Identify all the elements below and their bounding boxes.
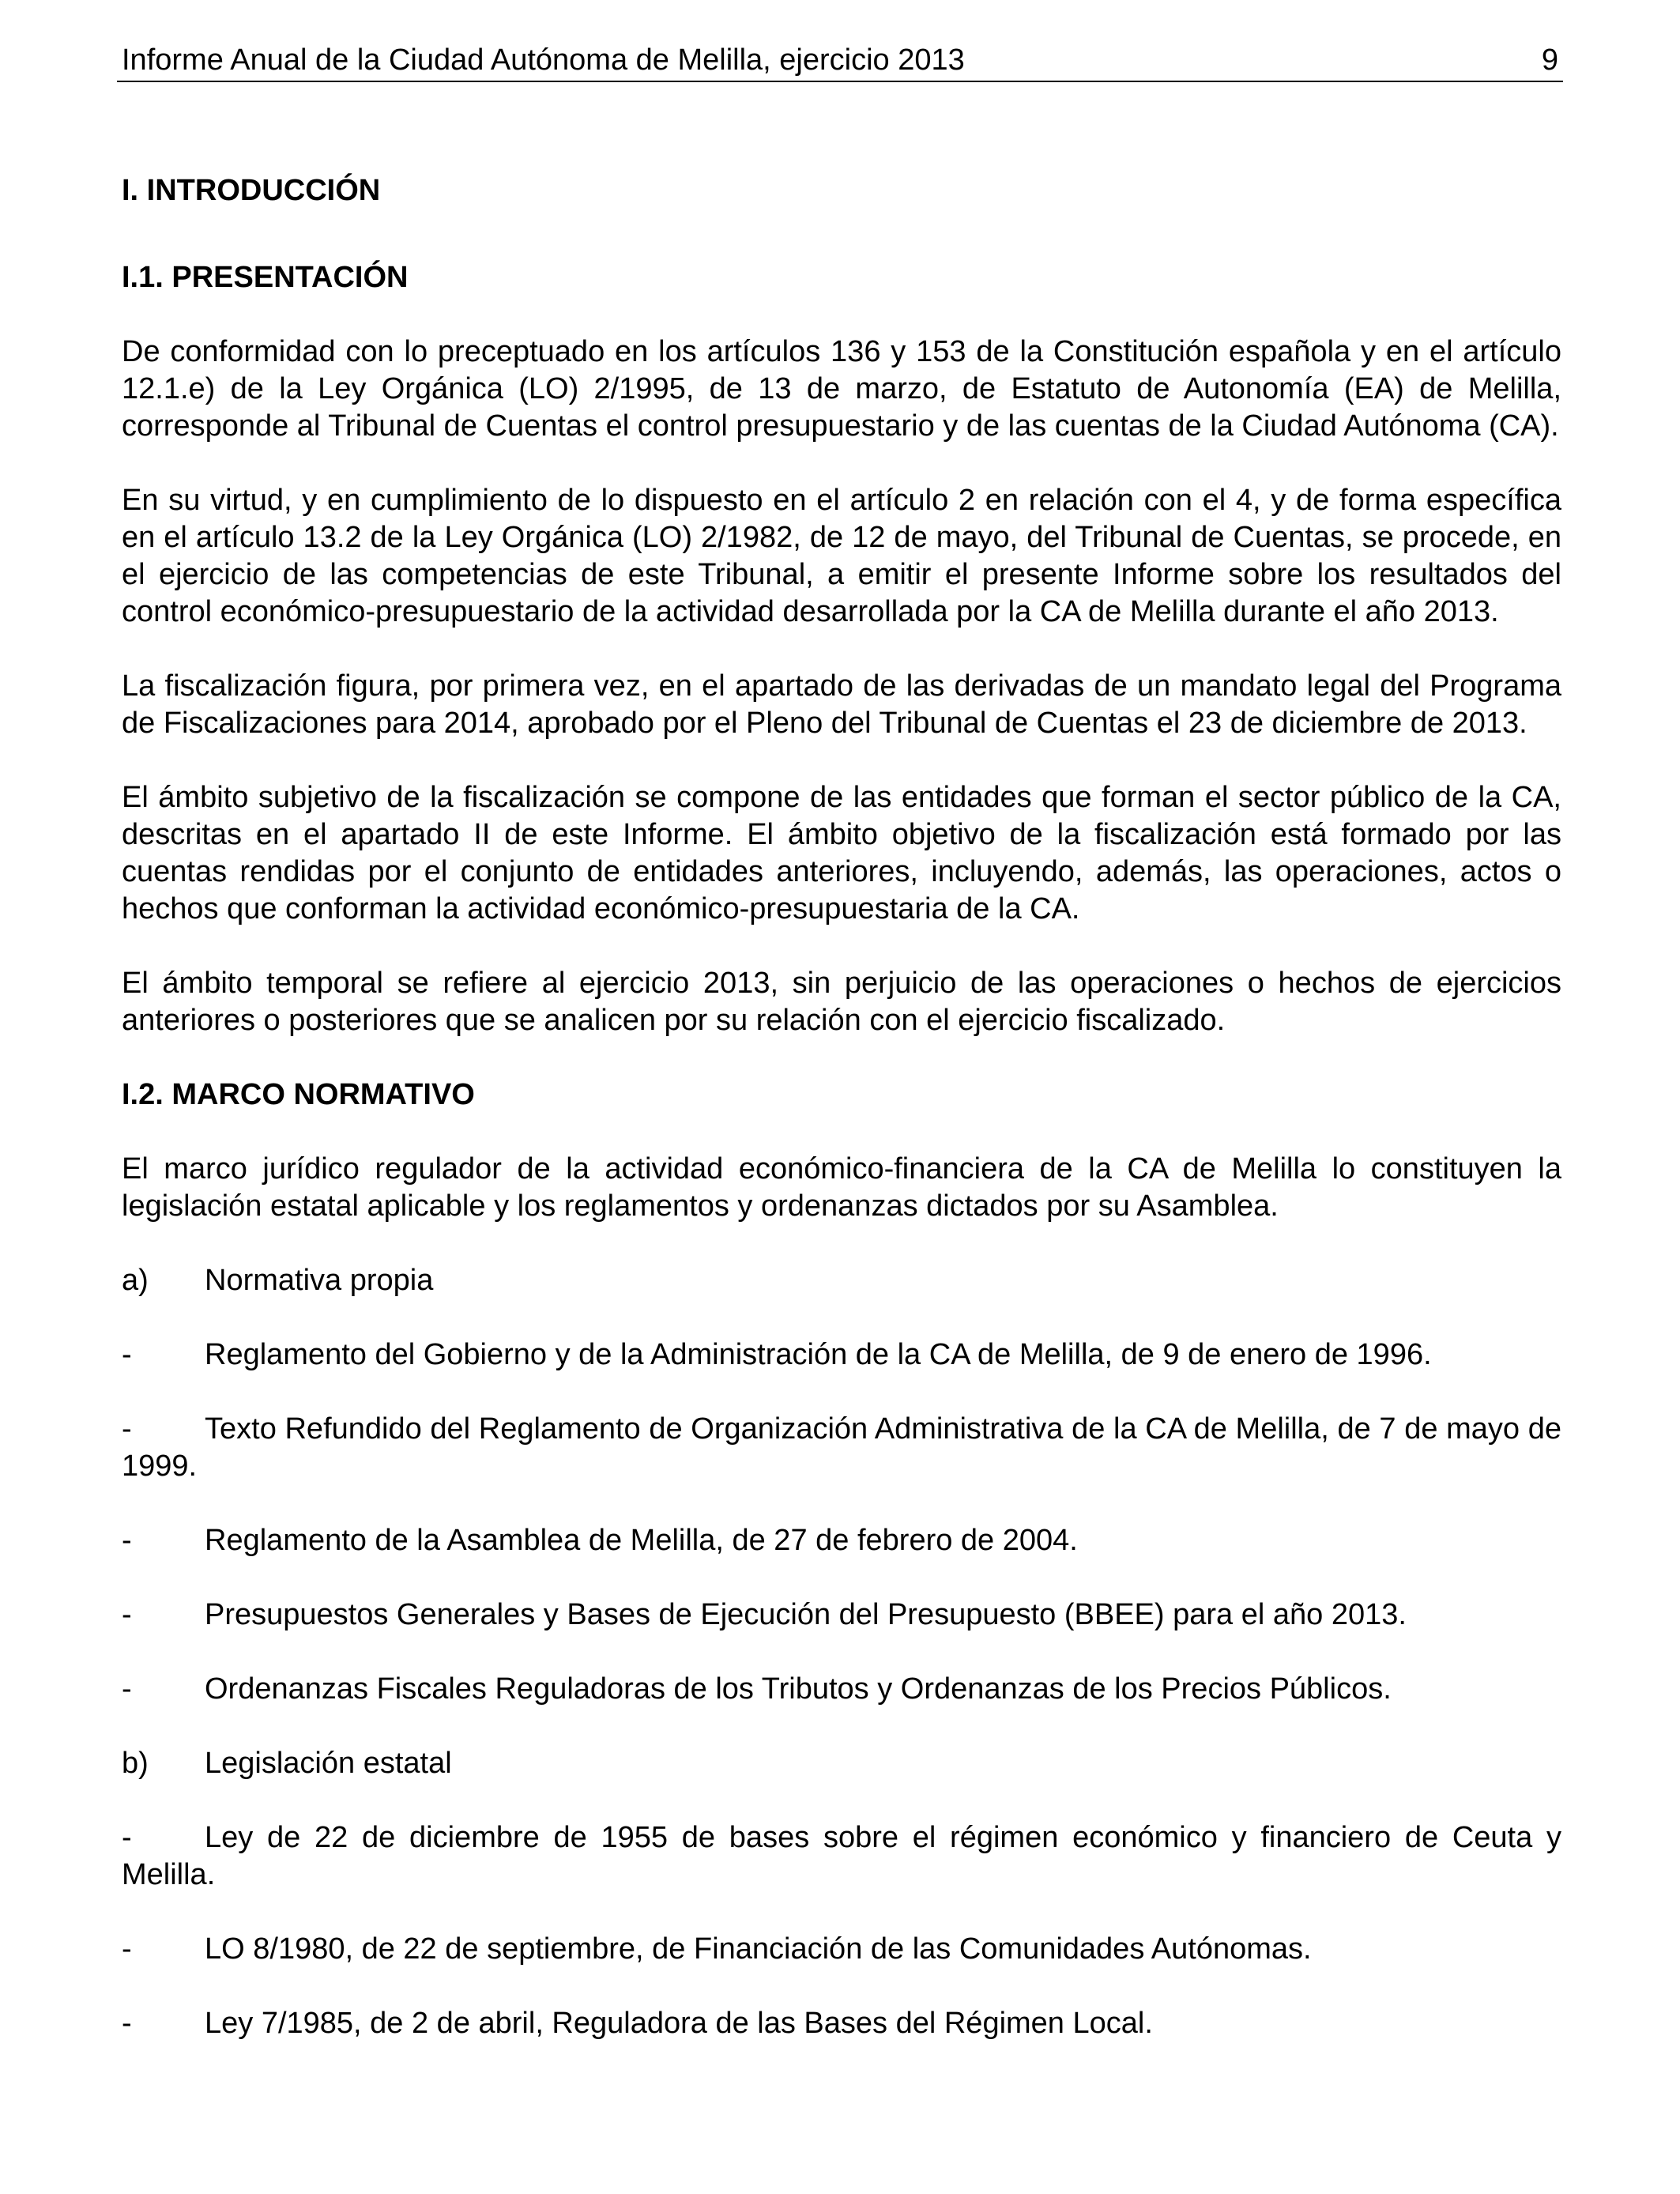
list-marker: -	[122, 1932, 132, 1966]
paragraph: El ámbito subjetivo de la fiscalización se compone de las entidades que forman el sector público de la CA, descritas en el apartado II de este Informe. El ámbito objetivo de la fiscalización está formado por las cuentas rendidas por el conjunto de entidades anteriores, incluyendo, además, las operaciones, actos o hechos que conforman la actividad económico-presupuestaria de la CA.	[122, 781, 1561, 925]
list-item	[122, 1411, 1561, 1485]
list-item-text: Presupuestos Generales y Bases de Ejecución del Presupuesto (BBEE) para el año 2013.	[205, 1598, 1407, 1631]
list-item-text: LO 8/1980, de 22 de septiembre, de Financiación de las Comunidades Autónomas.	[205, 1932, 1312, 1966]
section-heading-introduction: I. INTRODUCCIÓN	[122, 174, 381, 207]
subsection-heading-presentation: I.1. PRESENTACIÓN	[122, 261, 409, 294]
list-marker: -	[122, 1672, 132, 1706]
list-item	[122, 1596, 1561, 1634]
paragraph: En su virtud, y en cumplimiento de lo dispuesto en el artículo 2 en relación con el 4, y de forma específica en el artículo 13.2 de la Ley Orgánica (LO) 2/1982, de 12 de mayo, del Tribunal de Cuentas, se procede, en el ejercicio de las competencias de este Tribunal, a emitir el presente Informe sobre los resultados del control económico-presupuestario de la actividad desarrollada por la CA de Melilla durante el año 2013.	[122, 484, 1561, 628]
list-item-text: Reglamento de la Asamblea de Melilla, de 27 de febrero de 2004.	[205, 1524, 1078, 1557]
list-marker: -	[122, 1524, 132, 1557]
subsection-heading-framework: I.2. MARCO NORMATIVO	[122, 1078, 475, 1111]
list-marker: -	[122, 1338, 132, 1371]
list-item-text: Texto Refundido del Reglamento de Organización Administrativa de la CA de Melilla, de 7 de mayo de 1999.	[122, 1412, 1561, 1483]
paragraph: El marco jurídico regulador de la actividad económico-financiera de la CA de Melilla lo constituyen la legislación estatal aplicable y los reglamentos y ordenanzas dictados por su Asamblea.	[122, 1152, 1561, 1223]
list-marker: -	[122, 1412, 132, 1446]
list-heading-label: Legislación estatal	[205, 1747, 452, 1780]
list-item	[122, 1671, 1561, 1708]
list-marker: -	[122, 1821, 132, 1854]
paragraph: De conformidad con lo preceptuado en los artículos 136 y 153 de la Constitución española y en el artículo 12.1.e) de la Ley Orgánica (LO) 2/1995, de 13 de marzo, de Estatuto de Autonomía (EA) de Melilla, corresponde al Tribunal de Cuentas el control presupuestario y de las cuentas de la Ciudad Autónoma (CA).	[122, 335, 1561, 443]
page-number: 9	[1541, 43, 1558, 77]
list-heading-own-rules	[122, 1262, 1561, 1299]
list-heading-label: Normativa propia	[205, 1264, 434, 1297]
list-item-text: Reglamento del Gobierno y de la Administración de la CA de Melilla, de 9 de enero de 1996.	[205, 1338, 1432, 1371]
list-item-text: Ley 7/1985, de 2 de abril, Reguladora de las Bases del Régimen Local.	[205, 2007, 1153, 2040]
running-header	[117, 40, 1563, 82]
list-item	[122, 1336, 1561, 1374]
list-item	[122, 2005, 1561, 2042]
list-marker: a)	[122, 1264, 149, 1297]
list-item	[122, 1819, 1561, 1894]
list-marker: b)	[122, 1747, 149, 1780]
list-item-text: Ordenanzas Fiscales Reguladoras de los Tributos y Ordenanzas de los Precios Públicos.	[205, 1672, 1392, 1706]
list-item	[122, 1931, 1561, 1968]
document-body	[122, 172, 1561, 2079]
paragraph: El ámbito temporal se refiere al ejercicio 2013, sin perjuicio de las operaciones o hechos de ejercicios anteriores o posteriores que se analicen por su relación con el ejercicio fiscalizado.	[122, 967, 1561, 1037]
report-title: Informe Anual de la Ciudad Autónoma de Melilla, ejercicio 2013	[122, 43, 965, 77]
list-item	[122, 1522, 1561, 1559]
list-marker: -	[122, 1598, 132, 1631]
list-heading-state-law	[122, 1745, 1561, 1782]
list-marker: -	[122, 2007, 132, 2040]
list-item-text: Ley de 22 de diciembre de 1955 de bases sobre el régimen económico y financiero de Ceuta y Melilla.	[122, 1821, 1561, 1891]
paragraph: La fiscalización figura, por primera vez, en el apartado de las derivadas de un mandato legal del Programa de Fiscalizaciones para 2014, aprobado por el Pleno del Tribunal de Cuentas el 23 de diciembre de 2013.	[122, 669, 1561, 740]
